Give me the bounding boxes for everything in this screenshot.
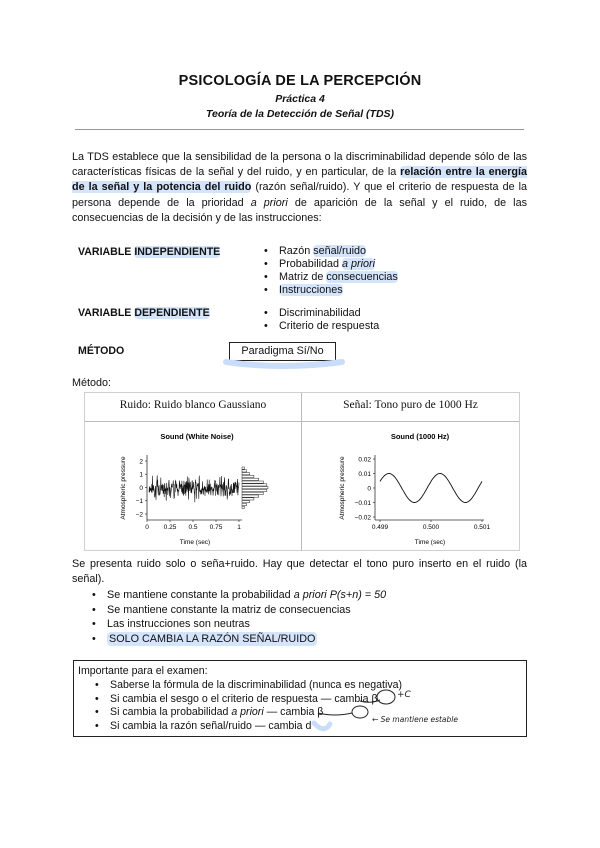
chart-title: Sound (1000 Hz) — [390, 432, 450, 441]
intro-bold-highlight: relación entre la energía de la señal y la potencia del ruido — [72, 166, 527, 194]
page-title: PSICOLOGÍA DE LA PERCEPCIÓN — [178, 73, 422, 89]
histogram-bar — [242, 506, 244, 508]
section2-list — [90, 588, 386, 646]
x-tick-label: 0.501 — [473, 524, 491, 531]
method-underline-highlight — [222, 356, 347, 370]
list-item: • Las instrucciones son neutras — [90, 617, 386, 632]
intro-text-3: de aparición de la señal y el ruido, de las consecuencias de la decisión y de las instrucciones: — [72, 196, 527, 224]
y-tick-label: −2 — [135, 511, 143, 519]
histogram-bar — [242, 503, 247, 505]
x-tick-label: 0 — [145, 524, 149, 531]
list-item: • Si cambia el sesgo o el criterio de respuesta — cambia β — [93, 693, 402, 707]
intro-text-1: La TDS establece que la sensibilidad de la persona o la discriminabilidad depende sólo de las características físicas de la señal y del ruido, y en particular, de la — [72, 151, 527, 179]
section2-paragraph: Se presenta ruido solo o seña+ruido. Hay que detectar el tono puro inserto en el ruido (la señal). — [72, 558, 527, 585]
left-panel-header: Ruido: Ruido blanco Gaussiano — [85, 393, 301, 422]
chart-title: Sound (White Noise) — [160, 432, 234, 441]
independent-variable-list — [262, 245, 398, 297]
list-item: • Probabilidad a priori — [262, 258, 398, 271]
list-item-highlight: • SOLO CAMBIA LA RAZÓN SEÑAL/RUIDO — [90, 632, 386, 647]
y-tick-label: −0.01 — [354, 499, 371, 507]
histogram-bar — [242, 467, 244, 469]
y-tick-label: 2 — [139, 458, 143, 466]
x-tick-label: 1 — [237, 524, 241, 531]
y-tick-label: 0.01 — [358, 470, 371, 478]
intro-italic: a priori — [250, 196, 288, 209]
method-box: Paradigma Sí/No — [229, 342, 336, 361]
x-axis-label: Time (sec) — [179, 539, 211, 546]
label-prefix: VARIABLE — [78, 307, 135, 319]
histogram-bar — [242, 481, 263, 483]
list-item: • Saberse la fórmula de la discriminabilidad (nunca es negativa) — [93, 679, 402, 693]
histogram-bar — [242, 478, 259, 480]
label-highlight: DEPENDIENTE — [134, 307, 210, 319]
tone-chart — [302, 422, 519, 550]
list-item: • Se mantiene constante la matriz de consecuencias — [90, 603, 386, 618]
y-tick-label: 0.02 — [358, 456, 371, 464]
list-item: • Criterio de respuesta — [262, 320, 379, 333]
y-tick-label: −1 — [135, 498, 143, 506]
histogram-bar — [242, 492, 263, 494]
list-item: • Si cambia la razón señal/ruido — cambia d’ — [93, 720, 402, 734]
noise-series — [149, 475, 239, 502]
x-tick-label: 0.25 — [163, 524, 177, 531]
handwritten-note: ← Se mantiene estable — [372, 715, 458, 724]
important-title: Importante para el examen: — [78, 665, 208, 677]
y-tick-label: 0 — [139, 484, 143, 492]
handwritten-marks — [300, 688, 410, 738]
x-tick-label: 0.500 — [422, 524, 440, 531]
method-label: MÉTODO — [78, 345, 125, 357]
dependent-variable-label — [78, 307, 210, 319]
noise-chart — [85, 422, 301, 550]
figure-caption: Método: — [72, 377, 112, 389]
y-tick-label: 0 — [367, 485, 371, 493]
histogram-bar — [242, 489, 267, 491]
list-item: • Se mantiene constante la probabilidad a priori P(s+n) = 50 — [90, 588, 386, 603]
histogram-bar — [242, 487, 268, 489]
list-item: • Instrucciones — [262, 284, 398, 297]
independent-variable-label — [78, 246, 220, 258]
header-divider — [75, 129, 524, 130]
x-tick-label: 0.5 — [188, 524, 198, 531]
histogram-bar — [242, 495, 259, 497]
figure — [84, 392, 520, 551]
x-tick-label: 0.75 — [209, 524, 223, 531]
x-tick-label: 0.499 — [371, 524, 389, 531]
y-axis-label: Atmospheric pressure — [339, 456, 346, 520]
histogram-bar — [242, 484, 267, 486]
histogram-bar — [242, 473, 250, 475]
label-highlight: INDEPENDIENTE — [134, 246, 221, 258]
list-item: • Razón señal/ruido — [262, 245, 398, 258]
list-item: • Discriminabilidad — [262, 307, 379, 320]
list-item: • Matriz de consecuencias — [262, 271, 398, 284]
y-tick-label: −0.02 — [354, 514, 371, 522]
y-tick-label: 1 — [139, 471, 143, 479]
histogram-bar — [242, 498, 254, 500]
y-axis-label: Atmospheric pressure — [120, 456, 127, 520]
list-item: • Si cambia la probabilidad a priori — cambia β — [93, 706, 402, 720]
page-subtitle: Teoría de la Detección de Señal (TDS) — [205, 108, 395, 120]
dependent-variable-list — [262, 307, 379, 333]
intro-paragraph — [72, 150, 527, 226]
histogram-bar — [242, 470, 247, 472]
right-panel-header: Señal: Tono puro de 1000 Hz — [302, 393, 519, 422]
tone-series — [380, 474, 482, 503]
handwritten-c: +C — [397, 690, 411, 700]
x-axis-label: Time (sec) — [414, 539, 446, 546]
practice-number: Práctica 4 — [275, 93, 325, 105]
label-prefix: VARIABLE — [78, 246, 135, 258]
intro-text-2: (razón señal/ruido). Y que el criterio de respuesta de la persona depende de la prioridad — [72, 181, 528, 209]
histogram-bar — [242, 475, 254, 477]
histogram-bar — [242, 501, 250, 503]
